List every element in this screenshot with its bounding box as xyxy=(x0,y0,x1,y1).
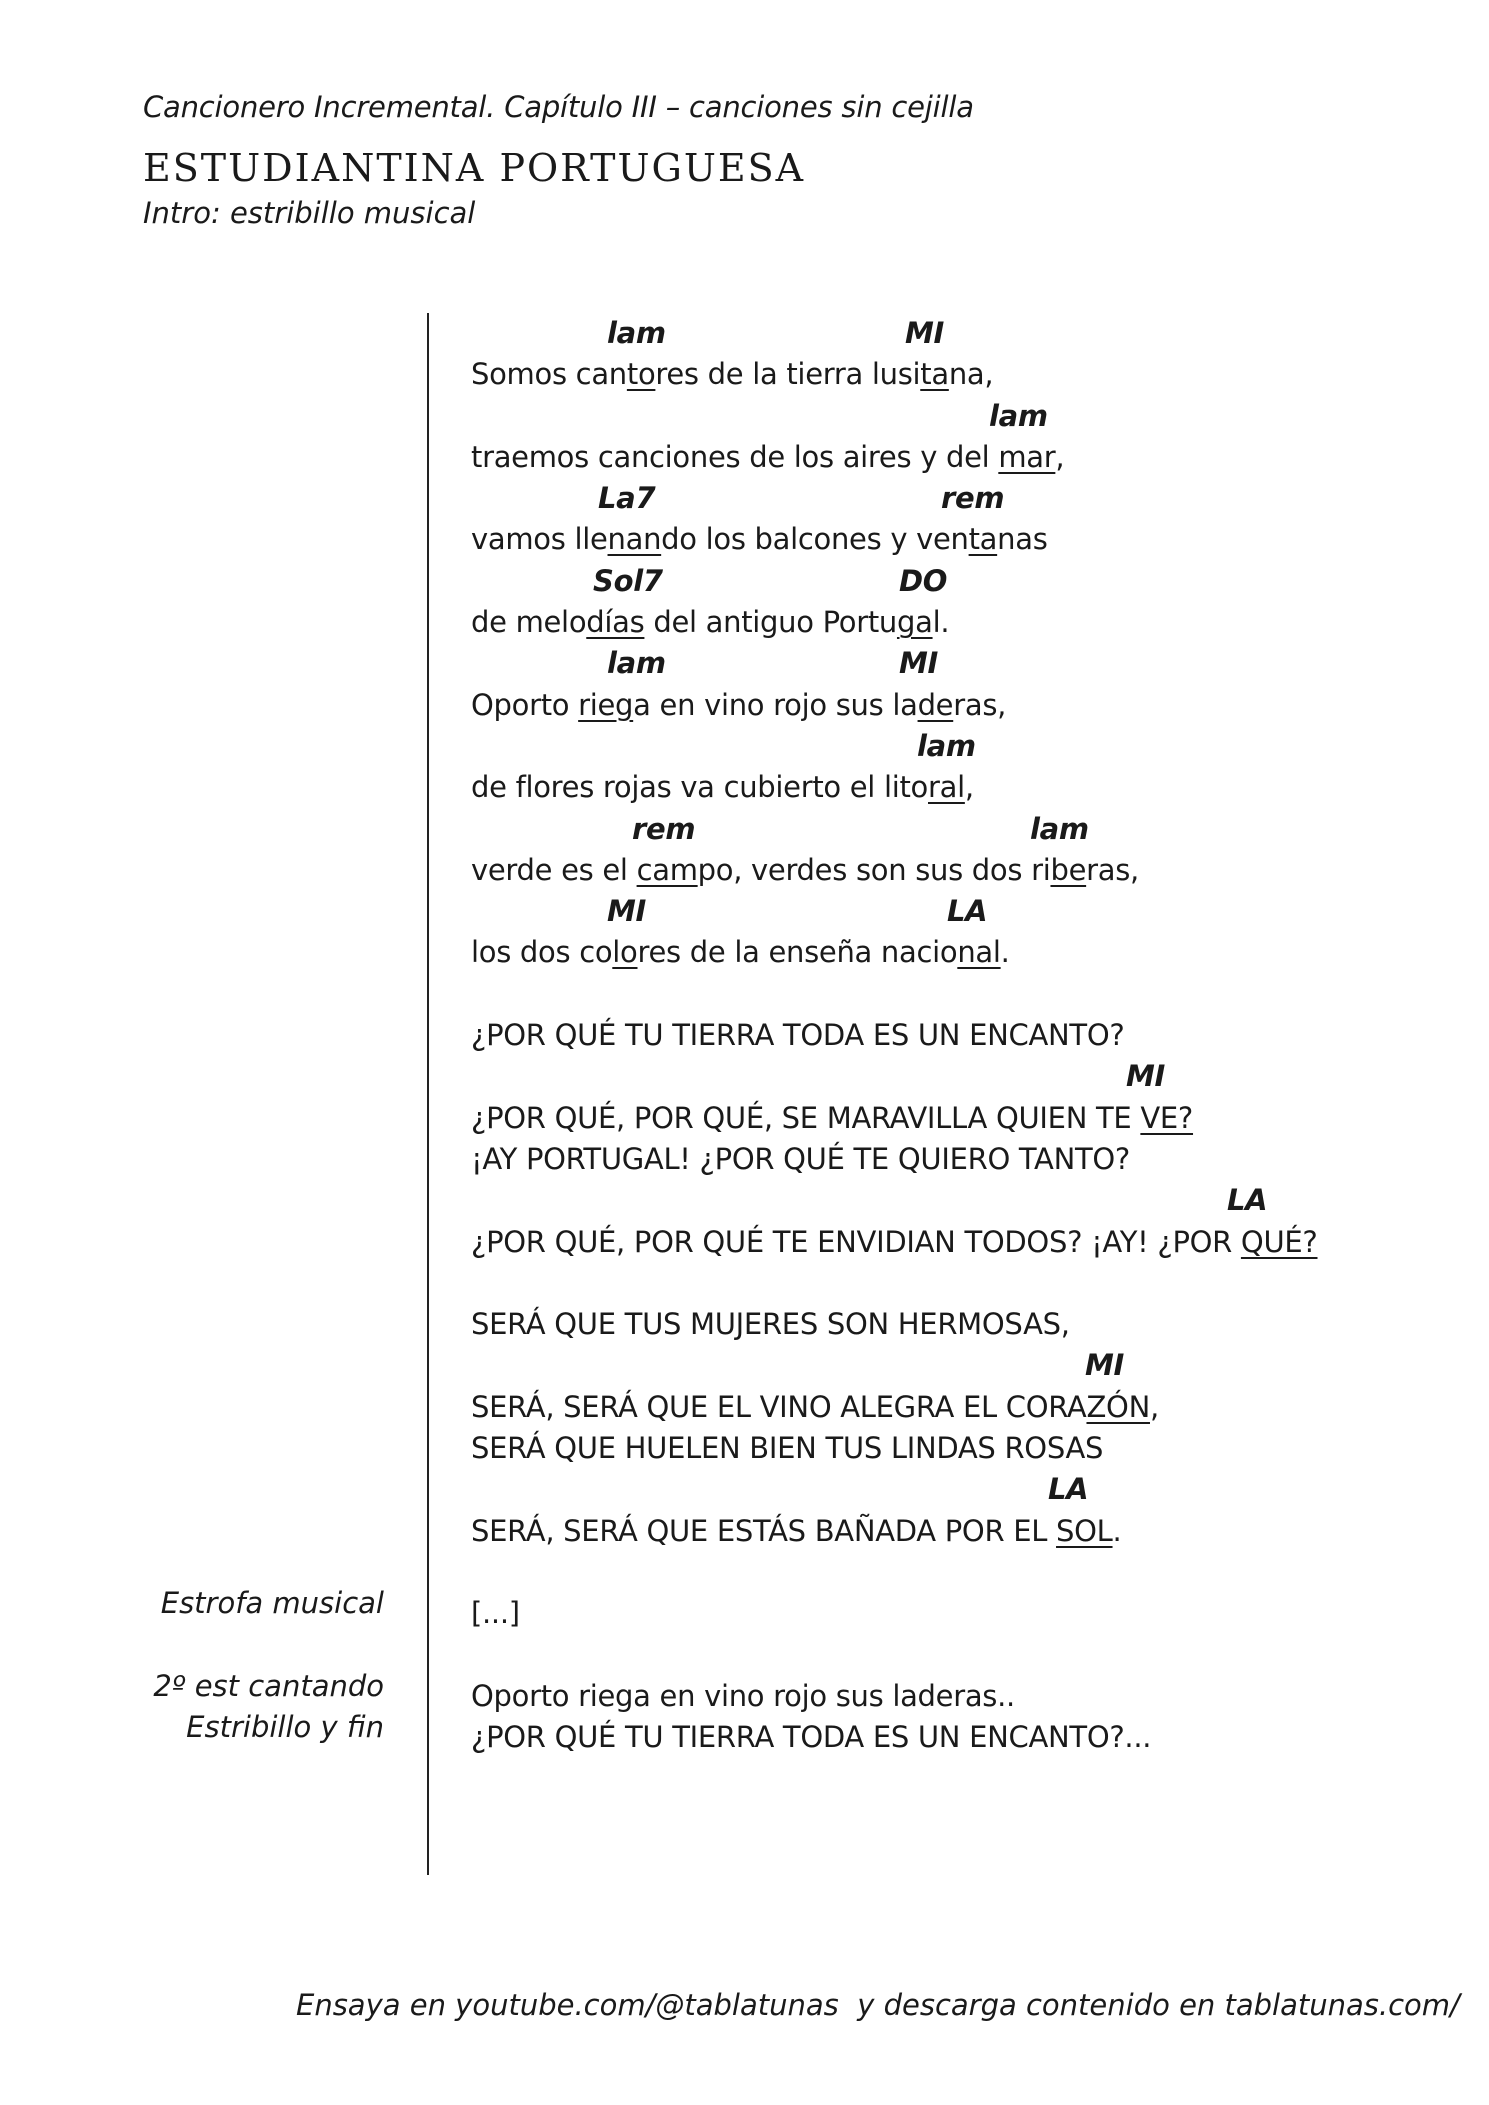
stressed-syllable: ta xyxy=(920,357,949,392)
chord-label: lam xyxy=(607,646,666,681)
chapter-subtitle: Cancionero Incremental. Capítulo III – canciones sin cejilla xyxy=(143,90,974,124)
chord-label: LA xyxy=(947,894,988,929)
stressed-syllable: to xyxy=(626,357,656,392)
lyric-text: ¿POR QUÉ, POR QUÉ TE ENVIDIAN TODOS? ¡AY! ¿POR xyxy=(471,1224,1241,1259)
chord-label: DO xyxy=(899,563,948,598)
lyric-line xyxy=(471,1511,1461,1552)
lyric-text: ¡AY PORTUGAL! ¿POR QUÉ TE QUIERO TANTO? xyxy=(471,1141,1131,1176)
lyric-text: de melo xyxy=(471,605,587,640)
lyric-line xyxy=(471,1304,1461,1345)
lyric-text: , xyxy=(1149,1389,1159,1424)
chord-label: rem xyxy=(941,481,1005,516)
lyric-text: SERÁ, SERÁ QUE ESTÁS BAÑADA POR EL xyxy=(471,1513,1057,1548)
lyric-line xyxy=(471,519,1461,560)
stressed-syllable: cam xyxy=(636,852,698,887)
lyric-line xyxy=(471,1387,1461,1428)
lyric-line xyxy=(471,1139,1461,1180)
lyric-text: SERÁ QUE HUELEN BIEN TUS LINDAS ROSAS xyxy=(471,1431,1104,1466)
side-note-second-verse: 2º est cantando xyxy=(153,1669,384,1703)
lyric-text: ras, xyxy=(953,687,1007,722)
chord-label: MI xyxy=(1085,1348,1125,1383)
chord-row xyxy=(471,891,1461,932)
footer-text: Ensaya en youtube.com/@tablatunas y descarga contenido en tablatunas.com/ xyxy=(296,1988,1460,2022)
chord-row xyxy=(471,1056,1461,1097)
lyric-line xyxy=(471,437,1461,478)
stressed-syllable: QUÉ? xyxy=(1240,1224,1318,1259)
stressed-syllable: ga xyxy=(896,605,933,640)
lyric-line xyxy=(471,1222,1461,1263)
chord-label: MI xyxy=(1126,1059,1166,1094)
lyric-line xyxy=(471,1676,1461,1717)
lyric-text: ¿POR QUÉ TU TIERRA TODA ES UN ENCANTO?... xyxy=(471,1720,1152,1755)
lyric-text: . xyxy=(1000,935,1010,970)
lyric-text: del antiguo Portu xyxy=(644,605,897,640)
stressed-syllable: ta xyxy=(968,522,998,557)
lyric-line xyxy=(471,850,1461,891)
lyric-text: verde es el xyxy=(471,852,637,887)
lyric-text: a en vino rojo sus la xyxy=(633,687,918,722)
chord-row xyxy=(471,313,1461,354)
lyric-line xyxy=(471,602,1461,643)
stressed-syllable: SOL xyxy=(1056,1513,1113,1548)
lyric-text: los dos co xyxy=(471,935,613,970)
chord-label: MI xyxy=(607,894,647,929)
stressed-syllable: ral xyxy=(928,770,965,805)
chord-label: LA xyxy=(1227,1183,1268,1218)
side-note-estrofa: Estrofa musical xyxy=(160,1586,384,1620)
intro-note: Intro: estribillo musical xyxy=(143,196,476,230)
lyric-text: l. xyxy=(932,605,950,640)
chord-label: MI xyxy=(905,316,945,350)
chord-row xyxy=(471,809,1461,850)
stressed-syllable: de xyxy=(917,687,954,722)
lyric-text: . xyxy=(1112,1513,1122,1548)
blank-line xyxy=(471,1263,1461,1304)
chord-label: La7 xyxy=(598,481,656,516)
chord-label: lam xyxy=(989,398,1048,433)
stressed-syllable: ZÓN xyxy=(1086,1389,1150,1424)
lyric-text: de flores rojas va cubierto el lito xyxy=(471,770,928,805)
lyric-text: ras, xyxy=(1086,852,1139,887)
lyric-text: res de la tierra lusi xyxy=(655,357,921,392)
stressed-syllable: días xyxy=(586,605,645,640)
lyric-text: SERÁ QUE TUS MUJERES SON HERMOSAS, xyxy=(471,1307,1070,1342)
stressed-syllable: nan xyxy=(607,522,662,557)
lyric-text: ¿POR QUÉ TU TIERRA TODA ES UN ENCANTO? xyxy=(471,1018,1125,1053)
chord-label: Sol7 xyxy=(593,563,663,598)
lyric-text: [...] xyxy=(471,1596,520,1631)
stressed-syllable: nal xyxy=(957,935,1001,970)
side-note-chorus-end: Estribillo y fin xyxy=(186,1710,384,1744)
lyric-line xyxy=(471,1428,1461,1469)
chord-row xyxy=(471,1180,1461,1221)
lyric-line xyxy=(471,1717,1461,1758)
chord-label: LA xyxy=(1048,1472,1089,1507)
chord-label: lam xyxy=(917,728,976,763)
lyric-text: Oporto riega en vino rojo sus laderas.. xyxy=(471,1678,1015,1713)
lyric-line xyxy=(471,1593,1461,1634)
chord-row xyxy=(471,561,1461,602)
lyric-text: nas xyxy=(997,522,1048,557)
stressed-syllable: rieg xyxy=(578,687,634,722)
chord-label: lam xyxy=(1030,811,1089,846)
lyric-text: res de la enseña nacio xyxy=(637,935,958,970)
lyric-text: Oporto xyxy=(471,687,579,722)
chord-label: lam xyxy=(607,316,666,350)
lyric-text: ¿POR QUÉ, POR QUÉ, SE MARAVILLA QUIEN TE xyxy=(471,1100,1141,1135)
lyric-text: SERÁ, SERÁ QUE EL VINO ALEGRA EL CORA xyxy=(471,1389,1087,1424)
lyric-text: Somos can xyxy=(471,357,627,392)
lyric-text: , xyxy=(1055,439,1065,474)
song-body xyxy=(471,313,1461,1758)
lyric-text: do los balcones y ven xyxy=(661,522,969,557)
chord-row xyxy=(471,396,1461,437)
lyric-text: traemos canciones de los aires y del xyxy=(471,439,999,474)
lyric-line xyxy=(471,1098,1461,1139)
stressed-syllable: be xyxy=(1050,852,1087,887)
blank-line xyxy=(471,974,1461,1015)
chord-row xyxy=(471,726,1461,767)
lyric-line xyxy=(471,354,1461,395)
stressed-syllable: lo xyxy=(612,935,638,970)
chord-row xyxy=(471,478,1461,519)
lyric-text: po, verdes son sus dos ri xyxy=(697,852,1051,887)
lyric-text: , xyxy=(964,770,974,805)
song-title: ESTUDIANTINA PORTUGUESA xyxy=(143,146,806,190)
lyric-text: vamos lle xyxy=(471,522,608,557)
blank-line xyxy=(471,1635,1461,1676)
lyric-line xyxy=(471,1015,1461,1056)
stressed-syllable: VE? xyxy=(1140,1100,1194,1135)
lyric-line xyxy=(471,685,1461,726)
blank-line xyxy=(471,1552,1461,1593)
lyric-line xyxy=(471,932,1461,973)
lyric-line xyxy=(471,767,1461,808)
chord-row xyxy=(471,1345,1461,1386)
column-divider xyxy=(427,313,429,1875)
chord-row xyxy=(471,643,1461,684)
stressed-syllable: mar xyxy=(998,439,1056,474)
chord-row xyxy=(471,1469,1461,1510)
chord-label: rem xyxy=(632,811,696,846)
chord-label: MI xyxy=(899,646,939,681)
lyric-text: na, xyxy=(948,357,994,392)
